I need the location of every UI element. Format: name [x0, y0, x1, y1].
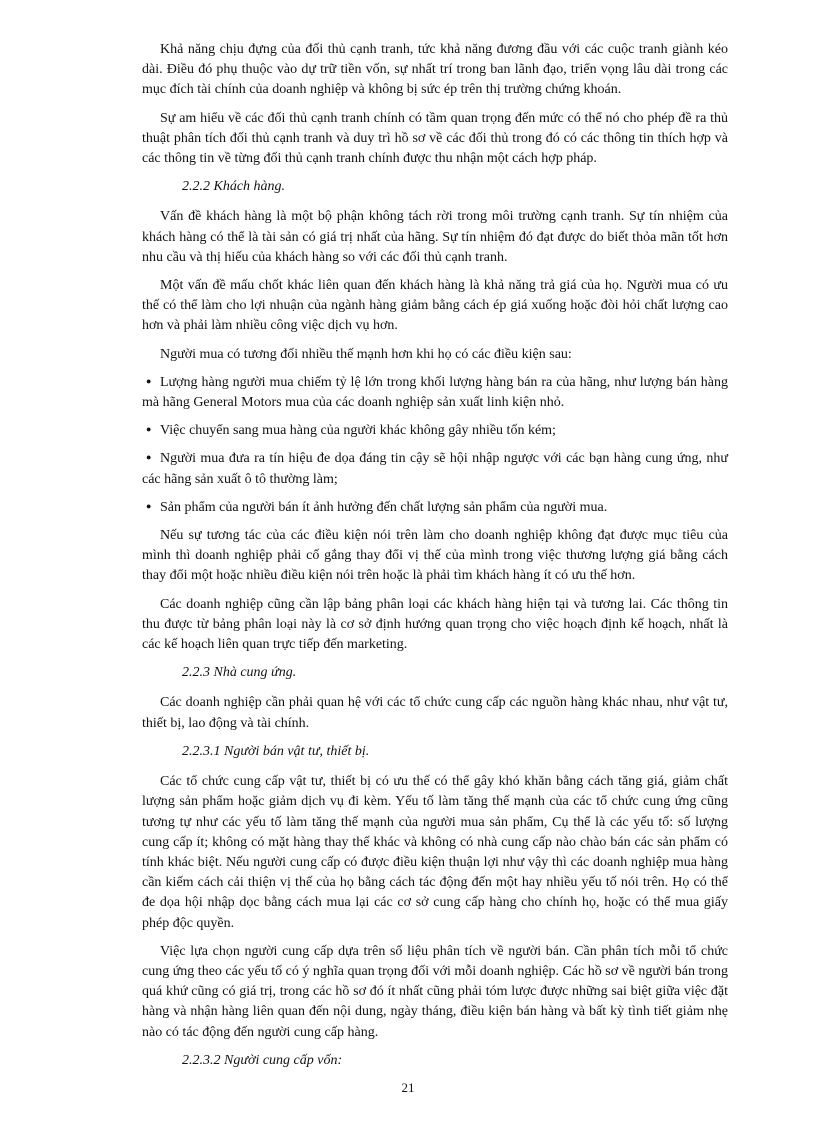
bullet-text: Việc chuyển sang mua hàng của người khác không gây nhiều tốn kém;	[160, 423, 556, 439]
bullet-dot-icon	[142, 498, 160, 518]
bullet-text: Lượng hàng người mua chiếm tỷ lệ lớn trong khối lượng hàng bán ra của hãng, như lượng bán hàng mà hãng General Motors mua của các doanh nghiệp sản xuất linh kiện nhỏ.	[142, 374, 728, 411]
bullet-item	[142, 449, 728, 489]
bullet-dot-icon	[142, 421, 160, 441]
bullet-item	[142, 498, 728, 518]
paragraph-competitor-endurance: Khả năng chịu đựng của đối thủ cạnh tranh, tức khả năng đương đầu với các cuộc tranh giành kéo dài. Điều đó phụ thuộc vào dự trữ tiền vốn, sự nhất trí trong ban lãnh đạo, triển vọng lâu dài trong các mục đích tài chính của doanh nghiệp và không bị sức ép trên thị trường chứng khoán.	[142, 42, 728, 98]
subsection-heading-material-sellers: 2.2.3.1 Người bán vật tư, thiết bị.	[182, 743, 370, 759]
bullet-dot-icon	[142, 373, 160, 393]
bullet-item	[142, 421, 728, 441]
section-heading-suppliers: 2.2.3 Nhà cung ứng.	[182, 665, 297, 681]
paragraph-classification: Các doanh nghiệp cũng cần lập bảng phân loại các khách hàng hiện tại và tương lai. Các thông tin thu được từ bảng phân loại này là cơ sở định hướng quan trọng cho việc hoạch định kế hoạch, nhất là các kế hoạch liên quan trực tiếp đến marketing.	[142, 596, 728, 653]
section-heading-customers: 2.2.2 Khách hàng.	[182, 179, 286, 195]
paragraph-buyer-conditions: Người mua có tương đối nhiều thế mạnh hơn khi họ có các điều kiện sau:	[160, 346, 572, 362]
paragraph-supplier-selection: Việc lựa chọn người cung cấp dựa trên số liệu phân tích về người bán. Cần phân tích mỗi tổ chức cung ứng theo các yếu tố có ý nghĩa quan trọng đối với mỗi doanh nghiệp. Các hồ sơ về người bán trong quá khứ cũng có giá trị, trong các hồ sơ đó ít nhất cũng phải tóm lược được những sai biệt giữa việc đặt hàng và nhận hàng liên quan đến nội dung, ngày tháng, điều kiện bán hàng và bất kỳ tình tiết giảm nhẹ nào có tác động đến người cung cấp hàng.	[142, 943, 728, 1040]
bullet-text: Sản phẩm của người bán ít ảnh hưởng đến chất lượng sản phẩm của người mua.	[160, 499, 608, 515]
bullet-dot-icon	[142, 449, 160, 469]
page-number: 21	[401, 1080, 415, 1095]
paragraph-supplier-power: Các tổ chức cung cấp vật tư, thiết bị có ưu thế có thể gây khó khăn bằng cách tăng giá, giảm chất lượng sản phẩm hoặc giảm dịch vụ đi kèm. Yếu tố làm tăng thế mạnh của các tổ chức cung ứng cũng tương tự như các yếu tố làm tăng thế mạnh của người mua sản phẩm, Cụ thể là các yếu tố: số lượng cung cấp ít; không có mặt hàng thay thế khác và không có nhà cung cấp nào chào bán các sản phẩm có tính khác biệt. Nếu người cung cấp có được điều kiện thuận lợi như vậy thì các doanh nghiệp mua hàng cần kiếm cách cải thiện vị thế của họ bằng cách tác động đến một hay nhiều yếu tố nói trên. Họ có thể đe dọa hội nhập dọc bằng cách mua lại các cơ sở cung cấp hàng cho chính họ, hoặc có thể mua giấy phép độc quyền.	[142, 774, 728, 931]
paragraph-customer-trust: Vấn đề khách hàng là một bộ phận không tách rời trong môi trường cạnh tranh. Sự tín nhiệm của khách hàng có thể là tài sản có giá trị nhất của hãng. Sự tín nhiệm đó đạt được do biết thỏa mãn tốt hơn nhu cầu và thị hiếu của khách hàng so với các đối thủ cạnh tranh.	[142, 209, 728, 265]
paragraph-interaction: Nếu sự tương tác của các điều kiện nói trên làm cho doanh nghiệp không đạt được mục tiêu của mình thì doanh nghiệp phải cố gắng thay đổi vị thế của mình trong việc thương lượng giá bằng cách thay đổi một hoặc nhiều điều kiện nói trên hoặc là phải tìm khách hàng ít có ưu thế hơn.	[142, 528, 728, 584]
document-page	[142, 40, 728, 1081]
bullet-text: Người mua đưa ra tín hiệu đe dọa đáng tin cậy sẽ hội nhập ngược với các bạn hàng cung ứng, như các hãng sản xuất ô tô thường làm;	[142, 451, 728, 487]
bullet-item	[142, 373, 728, 413]
subsection-heading-capital-providers: 2.2.3.2 Người cung cấp vốn:	[182, 1052, 343, 1068]
paragraph-supplier-relations: Các doanh nghiệp cần phải quan hệ với các tổ chức cung cấp các nguồn hàng khác nhau, như vật tư, thiết bị, lao động và tài chính.	[142, 695, 728, 731]
paragraph-competitor-knowledge: Sự am hiểu về các đối thủ cạnh tranh chính có tầm quan trọng đến mức có thể nó cho phép đề ra thủ thuật phân tích đối thủ cạnh tranh và duy trì hồ sơ về các đối thủ trong đó có các thông tin thích hợp và các thông tin về từng đối thủ cạnh tranh chính được thu nhận một cách hợp pháp.	[142, 110, 728, 167]
paragraph-bargaining-power: Một vấn đề mấu chốt khác liên quan đến khách hàng là khả năng trả giá của họ. Người mua có ưu thế có thể làm cho lợi nhuận của ngành hàng giảm bằng cách ép giá xuống hoặc đòi hỏi chất lượng cao hơn và phải làm nhiều công việc dịch vụ hơn.	[142, 278, 728, 334]
